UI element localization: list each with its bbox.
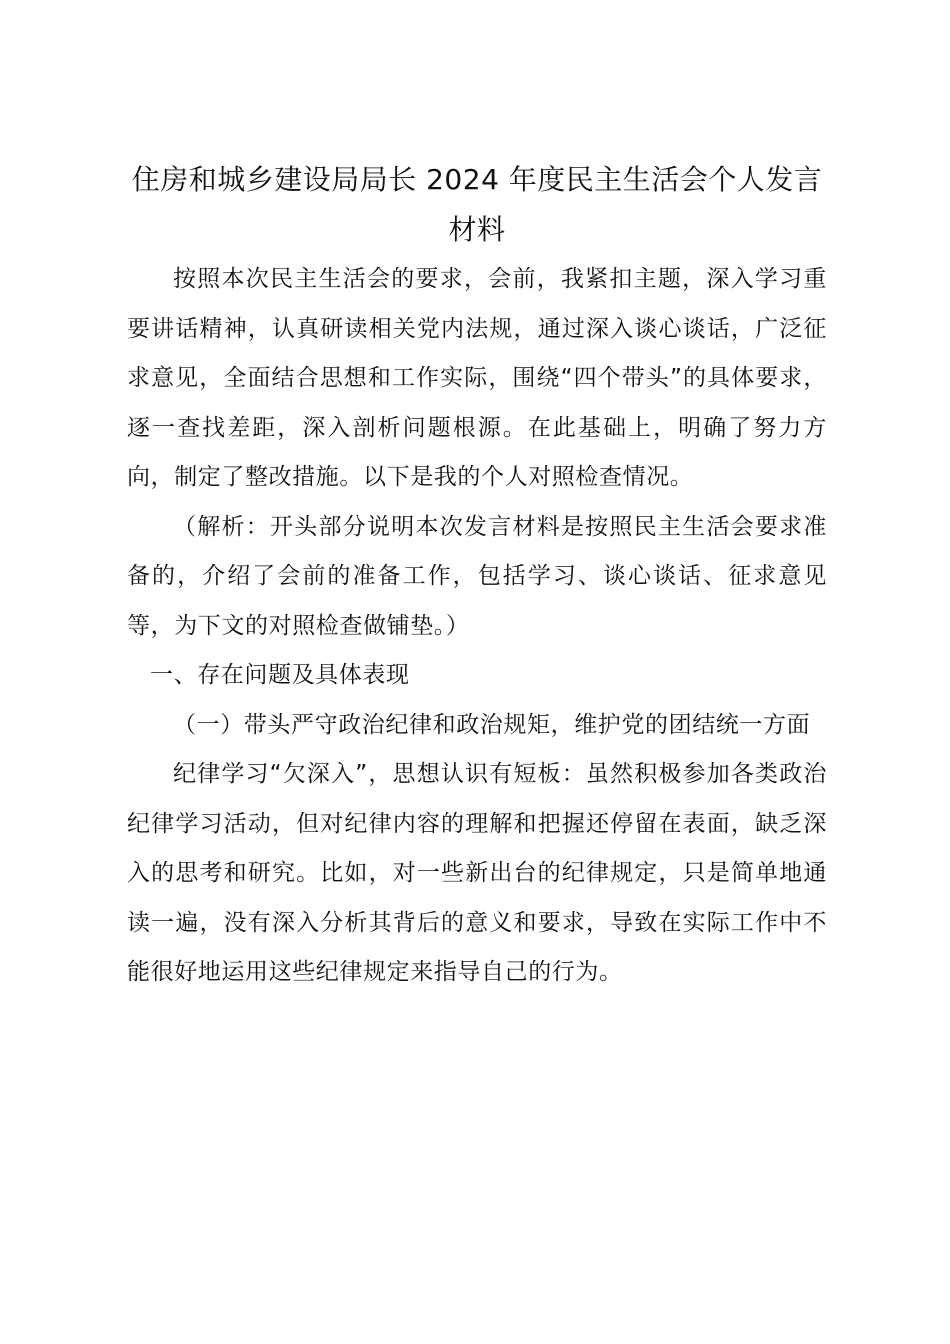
section-heading: 一、存在问题及具体表现 <box>150 662 410 688</box>
document-page <box>127 155 827 998</box>
intro-paragraph: 按照本次民主生活会的要求，会前，我紧扣主题，深入学习重要讲话精神，认真研读相关党内法规，通过深入谈心谈话，广泛征求意见，全面结合思想和工作实际，围绕“四个带头”的具体要求，逐一查找差距，深入剖析问题根源。在此基础上，明确了努力方向，制定了整改措施。以下是我的个人对照检查情况。 <box>127 266 827 490</box>
title-line-2: 材料 <box>448 213 506 246</box>
subsection-heading: （一）带头严守政治纪律和政治规矩，维护党的团结统一方面 <box>173 711 811 738</box>
discipline-paragraph: 纪律学习“欠深入”，思想认识有短板：虽然积极参加各类政治纪律学习活动，但对纪律内容的理解和把握还停留在表面，缺乏深入的思考和研究。比如，对一些新出台的纪律规定，只是简单地通读一遍，没有深入分析其背后的意义和要求，导致在实际工作中不能很好地运用这些纪律规定来指导自己的行为。 <box>127 761 827 985</box>
analysis-paragraph: （解析：开头部分说明本次发言材料是按照民主生活会要求准备的，介绍了会前的准备工作，包括学习、谈心谈话、征求意见等，为下文的对照检查做铺垫。） <box>127 513 827 639</box>
document-title <box>127 155 827 255</box>
title-line-1: 住房和城乡建设局局长 2024 年度民主生活会个人发言 <box>131 163 823 196</box>
